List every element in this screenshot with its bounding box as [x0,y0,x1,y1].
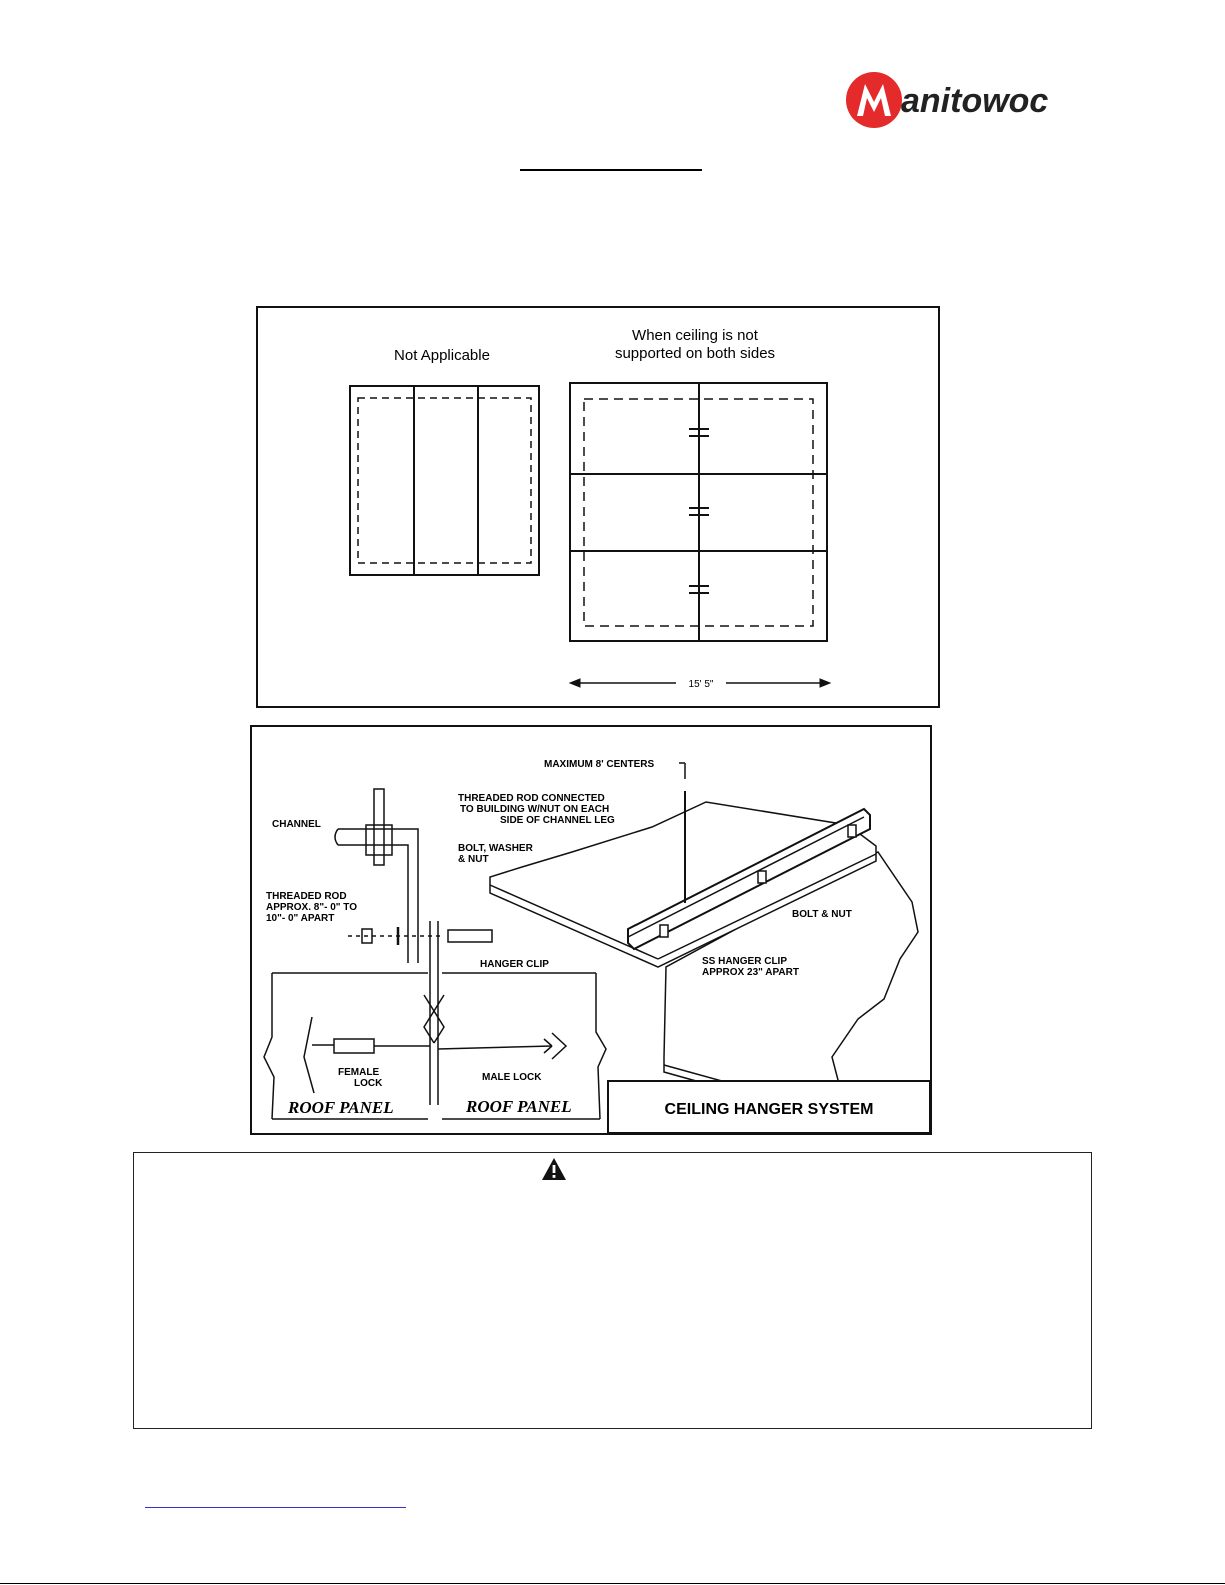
label-male-lock: MALE LOCK [482,1072,542,1083]
label-threaded-rod-apart-3: 10"- 0" APART [266,913,335,924]
label-female-lock-2: LOCK [354,1078,383,1089]
label-threaded-rod-connected-3: SIDE OF CHANNEL LEG [500,815,615,826]
svg-text:anitowoc: anitowoc [901,82,1049,120]
label-bolt-nut: BOLT & NUT [792,909,852,920]
label-ss-hanger-clip-2: APPROX 23" APART [702,967,799,978]
label-threaded-rod-apart-2: APPROX. 8"- 0" TO [266,902,357,913]
right-caption-line2: supported on both sides [614,345,776,362]
label-channel: CHANNEL [272,819,321,830]
system-title: CEILING HANGER SYSTEM [664,1101,874,1118]
not-applicable-layout [350,386,539,575]
label-roof-panel-right: ROOF PANEL [466,1097,572,1116]
label-max-centers: MAXIMUM 8' CENTERS [544,759,655,770]
ceiling-hanger-figure [250,725,932,1135]
unsupported-sides-layout [570,383,827,641]
label-threaded-rod-connected-2: TO BUILDING W/NUT ON EACH [460,804,610,815]
title-underline [520,169,702,171]
label-female-lock-1: FEMALE [338,1067,380,1078]
manitowoc-logo [843,70,1083,130]
label-ss-hanger-clip-1: SS HANGER CLIP [702,956,788,967]
hanger-cross-section [264,789,606,1119]
warning-box [133,1152,1092,1429]
label-threaded-rod-connected-1: THREADED ROD CONNECTED [458,793,605,804]
page-bottom-rule [0,1583,1225,1584]
dimension-label: 15' 5" [688,679,714,690]
label-roof-panel-left: ROOF PANEL [288,1098,394,1117]
label-threaded-rod-apart-1: THREADED ROD [266,891,347,902]
warning-triangle-icon [541,1157,567,1181]
label-hanger-clip: HANGER CLIP [480,959,549,970]
label-bolt-washer-nut-1: BOLT, WASHER [458,843,533,854]
ceiling-layout-figure [256,306,940,708]
label-bolt-washer-nut-2: & NUT [458,854,489,865]
footer-link-underline[interactable] [145,1507,406,1508]
not-applicable-caption: Not Applicable [394,347,490,364]
right-caption-line1: When ceiling is not [632,327,758,344]
